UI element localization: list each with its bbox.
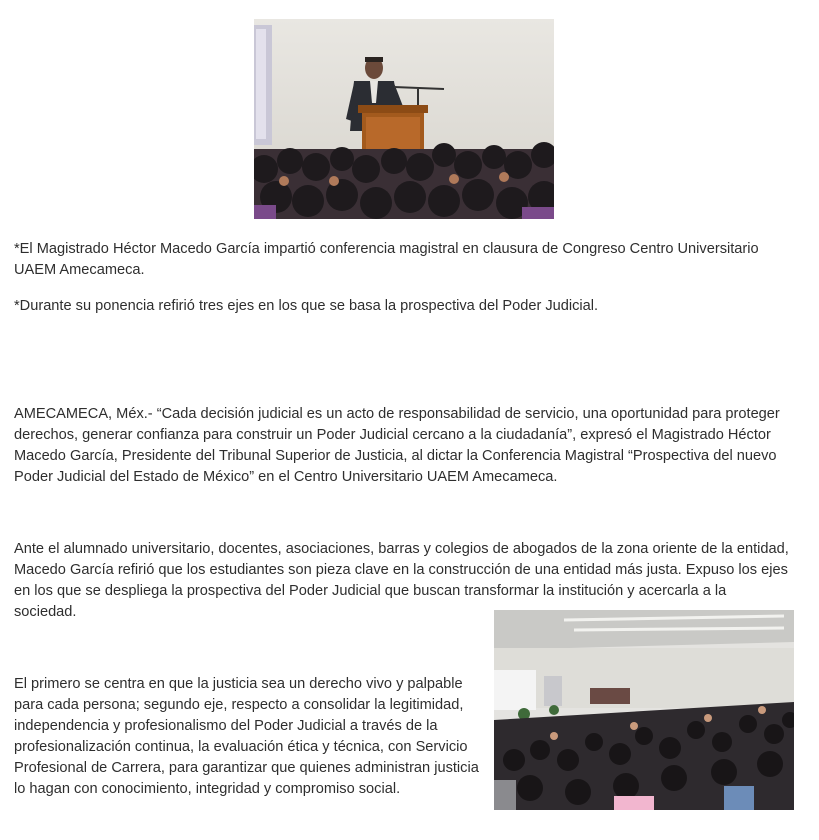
- article-paragraph-1: AMECAMECA, Méx.- “Cada decisión judicial es un acto de responsabilidad de servicio, una oportunidad para proteger derechos, generar confianza para construir un Poder Judicial cercano a la ciudadanía”, expresó el Magistrado Héctor Macedo García, Presidente del Tribunal Superior de Justicia, al dictar la Conferencia Magistral “Prospectiva del nuevo Poder Judicial del Estado de México” en el Centro Universitario UAEM Amecameca.: [14, 406, 780, 485]
- speaker-photo-image: [254, 19, 554, 219]
- auditorium-photo: [494, 610, 794, 810]
- speaker-photo: [254, 19, 554, 219]
- article-paragraph-2: Ante el alumnado universitario, docentes, asociaciones, barras y colegios de abogados de la zona oriente de la entidad, Macedo García refirió que los estudiantes son pieza clave en la construcción de una entidad más justa. Expuso los ejes en los que se despliega la prospectiva del Poder Judicial que buscan transformar la institución y acercarla a la sociedad.: [14, 541, 789, 620]
- auditorium-photo-image: [494, 610, 794, 810]
- highlight-text-2: *Durante su ponencia refirió tres ejes en los que se basa la prospectiva del Poder Judicial.: [14, 298, 599, 314]
- highlight-text-1: *El Magistrado Héctor Macedo García impartió conferencia magistral en clausura de Congreso Centro Universitario UAEM Amecameca.: [14, 241, 759, 278]
- article-paragraph-3: El primero se centra en que la justicia sea un derecho vivo y palpable para cada persona; segundo eje, respecto a consolidar la legitimidad, independencia y profesionalismo del Poder Judicial a través de la profesionalización continua, la evaluación ética y técnica, con Servicio Profesional de Carrera, para garantizar que quienes administran justicia lo hagan con conocimiento, integridad y compromiso social.: [14, 676, 479, 797]
